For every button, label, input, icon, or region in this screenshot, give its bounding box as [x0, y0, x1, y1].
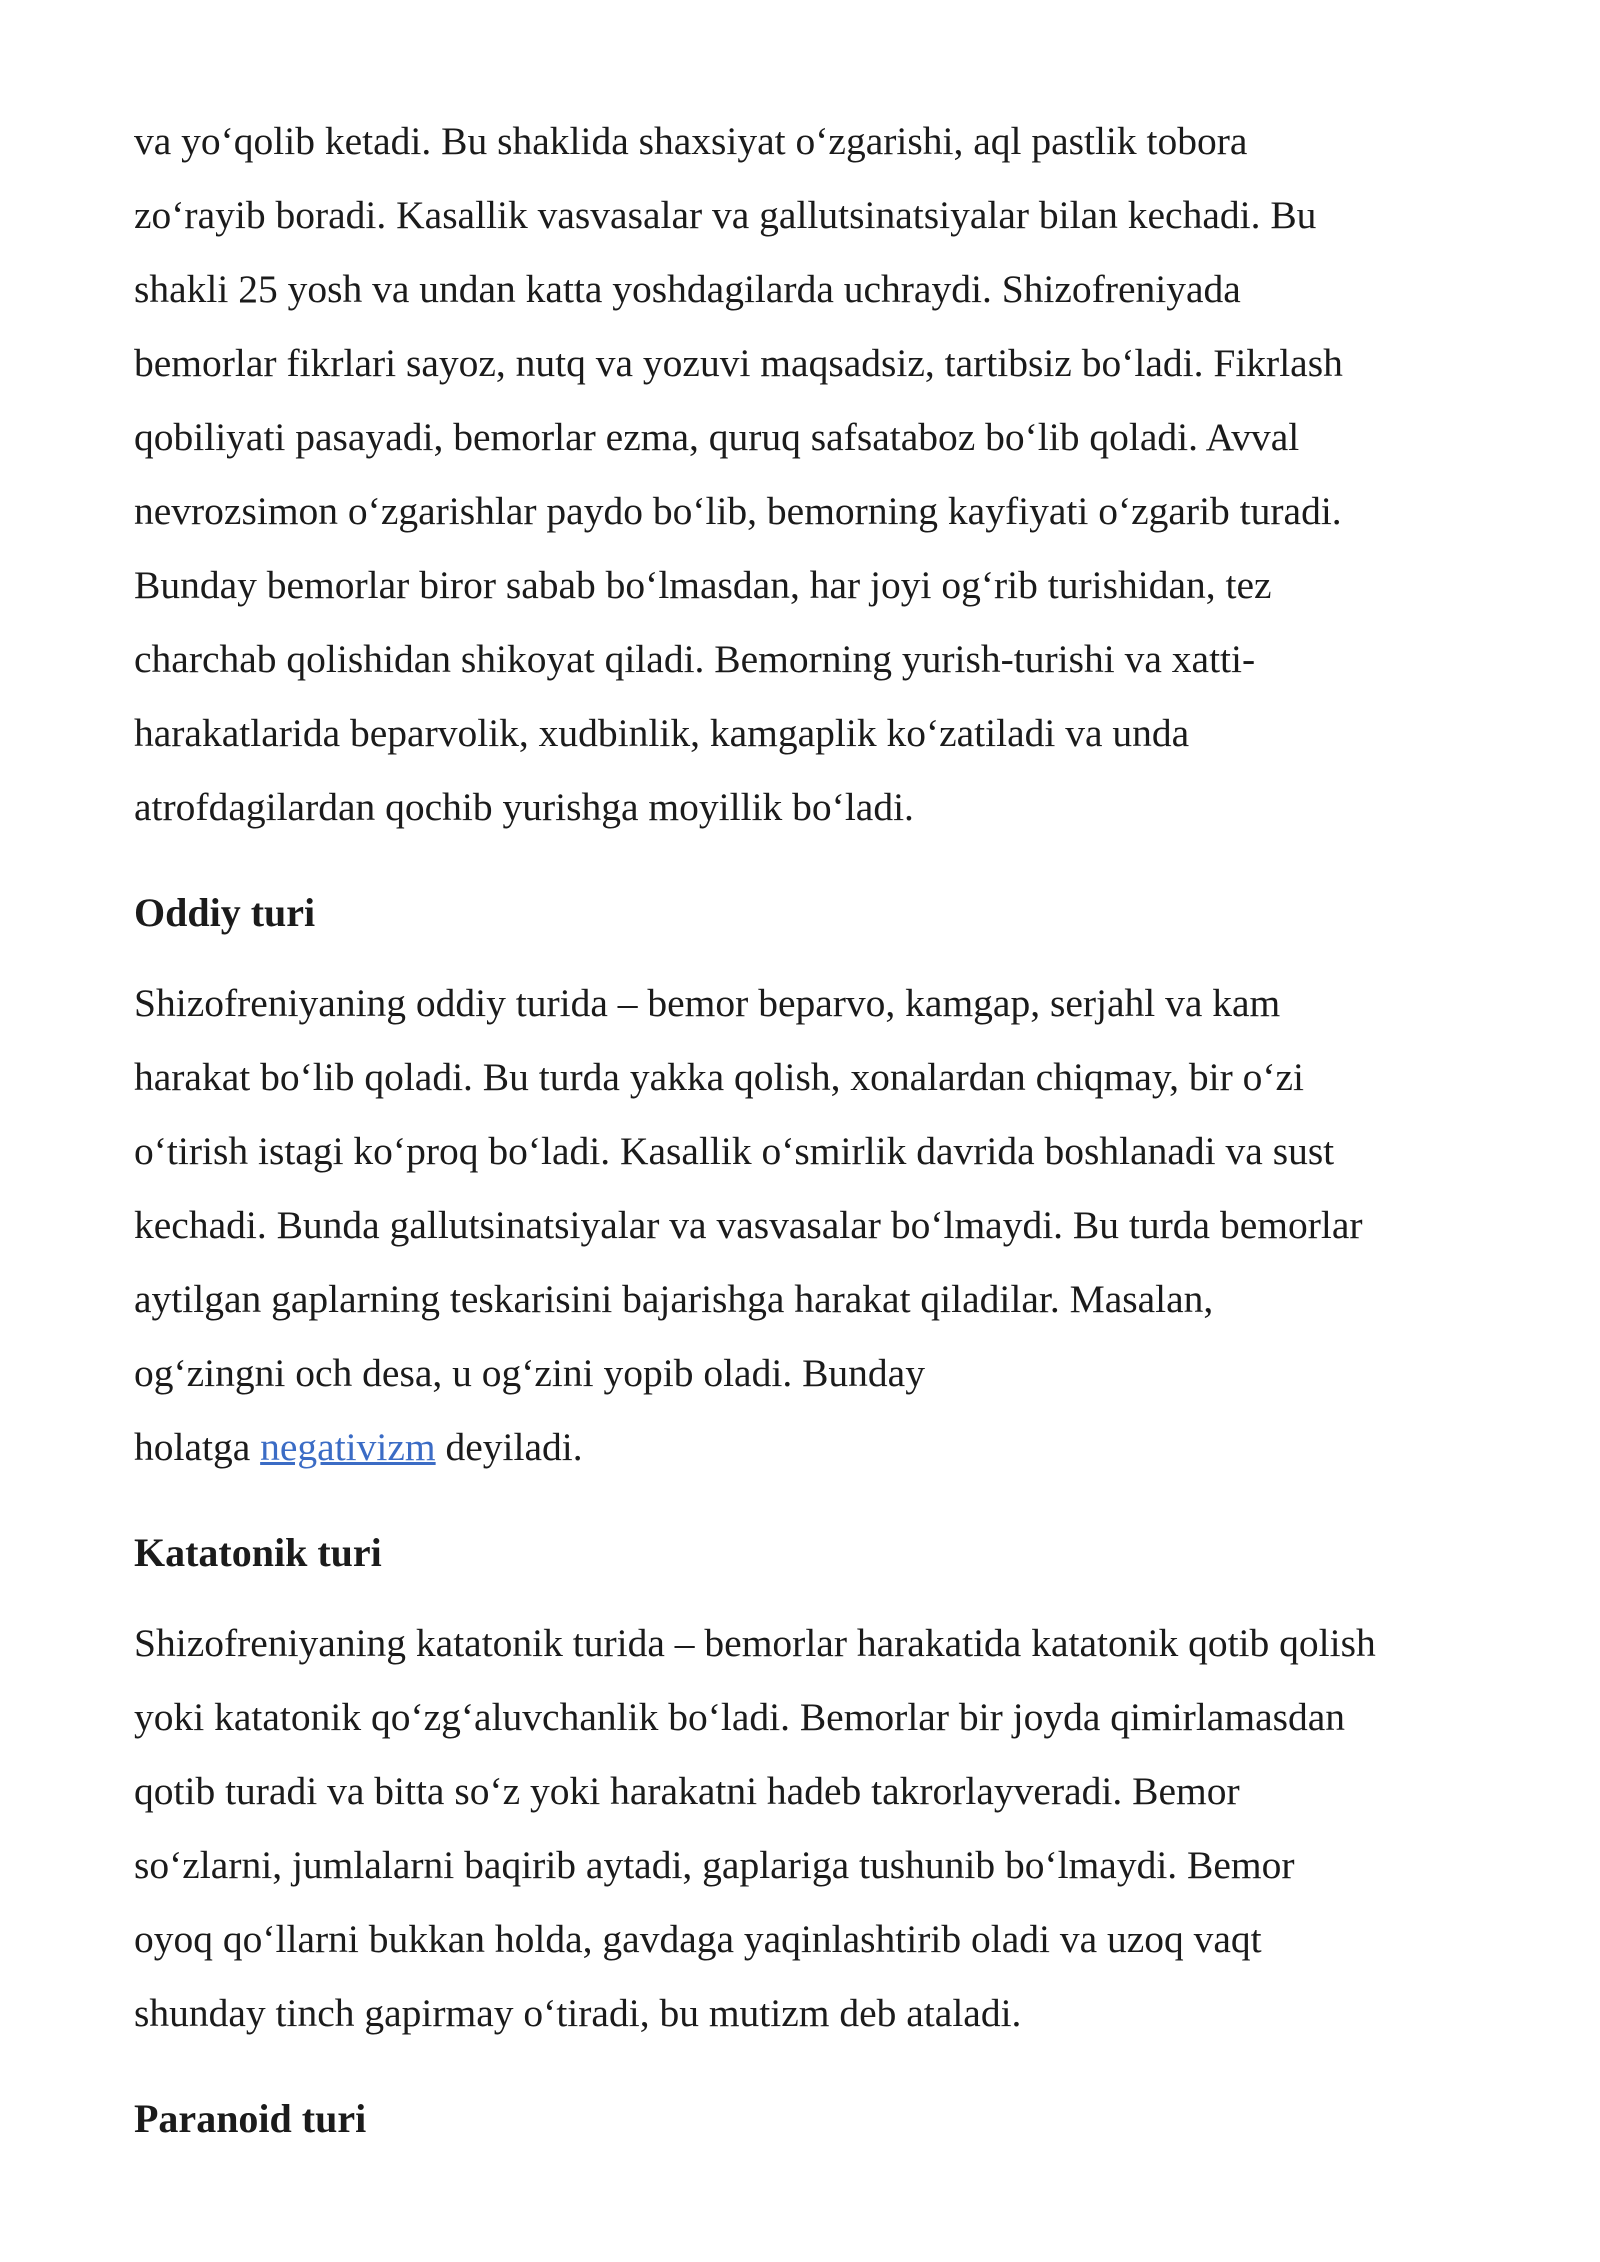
text-line: Shizofreniyaning katatonik turida – bemorlar harakatida katatonik qotib qolish [134, 1621, 1376, 1665]
text-line: shunday tinch gapirmay o‘tiradi, bu mutizm deb ataladi. [134, 1991, 1022, 2035]
text-line: oyoq qo‘llarni bukkan holda, gavdaga yaqinlashtirib oladi va uzoq vaqt [134, 1917, 1262, 1961]
text-line: va yo‘qolib ketadi. Bu shaklida shaxsiyat o‘zgarishi, aql pastlik tobora [134, 119, 1248, 163]
text-line: qotib turadi va bitta so‘z yoki harakatni hadeb takrorlayveradi. Bemor [134, 1769, 1240, 1813]
text-line-with-link [134, 1410, 1534, 1484]
negativizm-link[interactable]: negativizm [260, 1425, 436, 1469]
text-line: Shizofreniyaning oddiy turida – bemor beparvo, kamgap, serjahl va kam [134, 981, 1281, 1025]
text-line: charchab qolishidan shikoyat qiladi. Bemorning yurish-turishi va xatti- [134, 637, 1256, 681]
katatonik-paragraph [134, 1606, 1534, 2050]
text-line: og‘zingni och desa, u og‘zini yopib oladi. Bunday [134, 1351, 925, 1395]
text-line: Bunday bemorlar biror sabab bo‘lmasdan, har joyi og‘rib turishidan, tez [134, 563, 1272, 607]
text-line: zo‘rayib boradi. Kasallik vasvasalar va gallutsinatsiyalar bilan kechadi. Bu [134, 193, 1317, 237]
text-line: shakli 25 yosh va undan katta yoshdagilarda uchraydi. Shizofreniyada [134, 267, 1241, 311]
text-line: kechadi. Bunda gallutsinatsiyalar va vasvasalar bo‘lmaydi. Bu turda bemorlar [134, 1203, 1363, 1247]
text-line: qobiliyati pasayadi, bemorlar ezma, quruq safsataboz bo‘lib qoladi. Avval [134, 415, 1300, 459]
section-heading-oddiy: Oddiy turi [134, 890, 316, 935]
intro-paragraph [134, 104, 1534, 844]
link-prefix-text: holatga [134, 1425, 261, 1469]
section-heading-paranoid: Paranoid turi [134, 2096, 367, 2141]
text-line: harakatlarida beparvolik, xudbinlik, kamgaplik ko‘zatiladi va unda [134, 711, 1190, 755]
text-line: so‘zlarni, jumlalarni baqirib aytadi, gaplariga tushunib bo‘lmaydi. Bemor [134, 1843, 1295, 1887]
text-line: yoki katatonik qo‘zg‘aluvchanlik bo‘ladi. Bemorlar bir joyda qimirlamasdan [134, 1695, 1345, 1739]
section-heading-katatonik: Katatonik turi [134, 1530, 382, 1575]
text-line: o‘tirish istagi ko‘proq bo‘ladi. Kasallik o‘smirlik davrida boshlanadi va sust [134, 1129, 1335, 1173]
text-line: atrofdagilardan qochib yurishga moyillik bo‘ladi. [134, 785, 914, 829]
text-line: nevrozsimon o‘zgarishlar paydo bo‘lib, bemorning kayfiyati o‘zgarib turadi. [134, 489, 1342, 533]
text-line: harakat bo‘lib qoladi. Bu turda yakka qolish, xonalardan chiqmay, bir o‘zi [134, 1055, 1305, 1099]
text-line: bemorlar fikrlari sayoz, nutq va yozuvi maqsadsiz, tartibsiz bo‘ladi. Fikrlash [134, 341, 1343, 385]
link-suffix-text: deyiladi. [435, 1425, 583, 1469]
document-page [134, 104, 1534, 2156]
oddiy-paragraph [134, 966, 1534, 1484]
text-line: aytilgan gaplarning teskarisini bajarishga harakat qiladilar. Masalan, [134, 1277, 1214, 1321]
